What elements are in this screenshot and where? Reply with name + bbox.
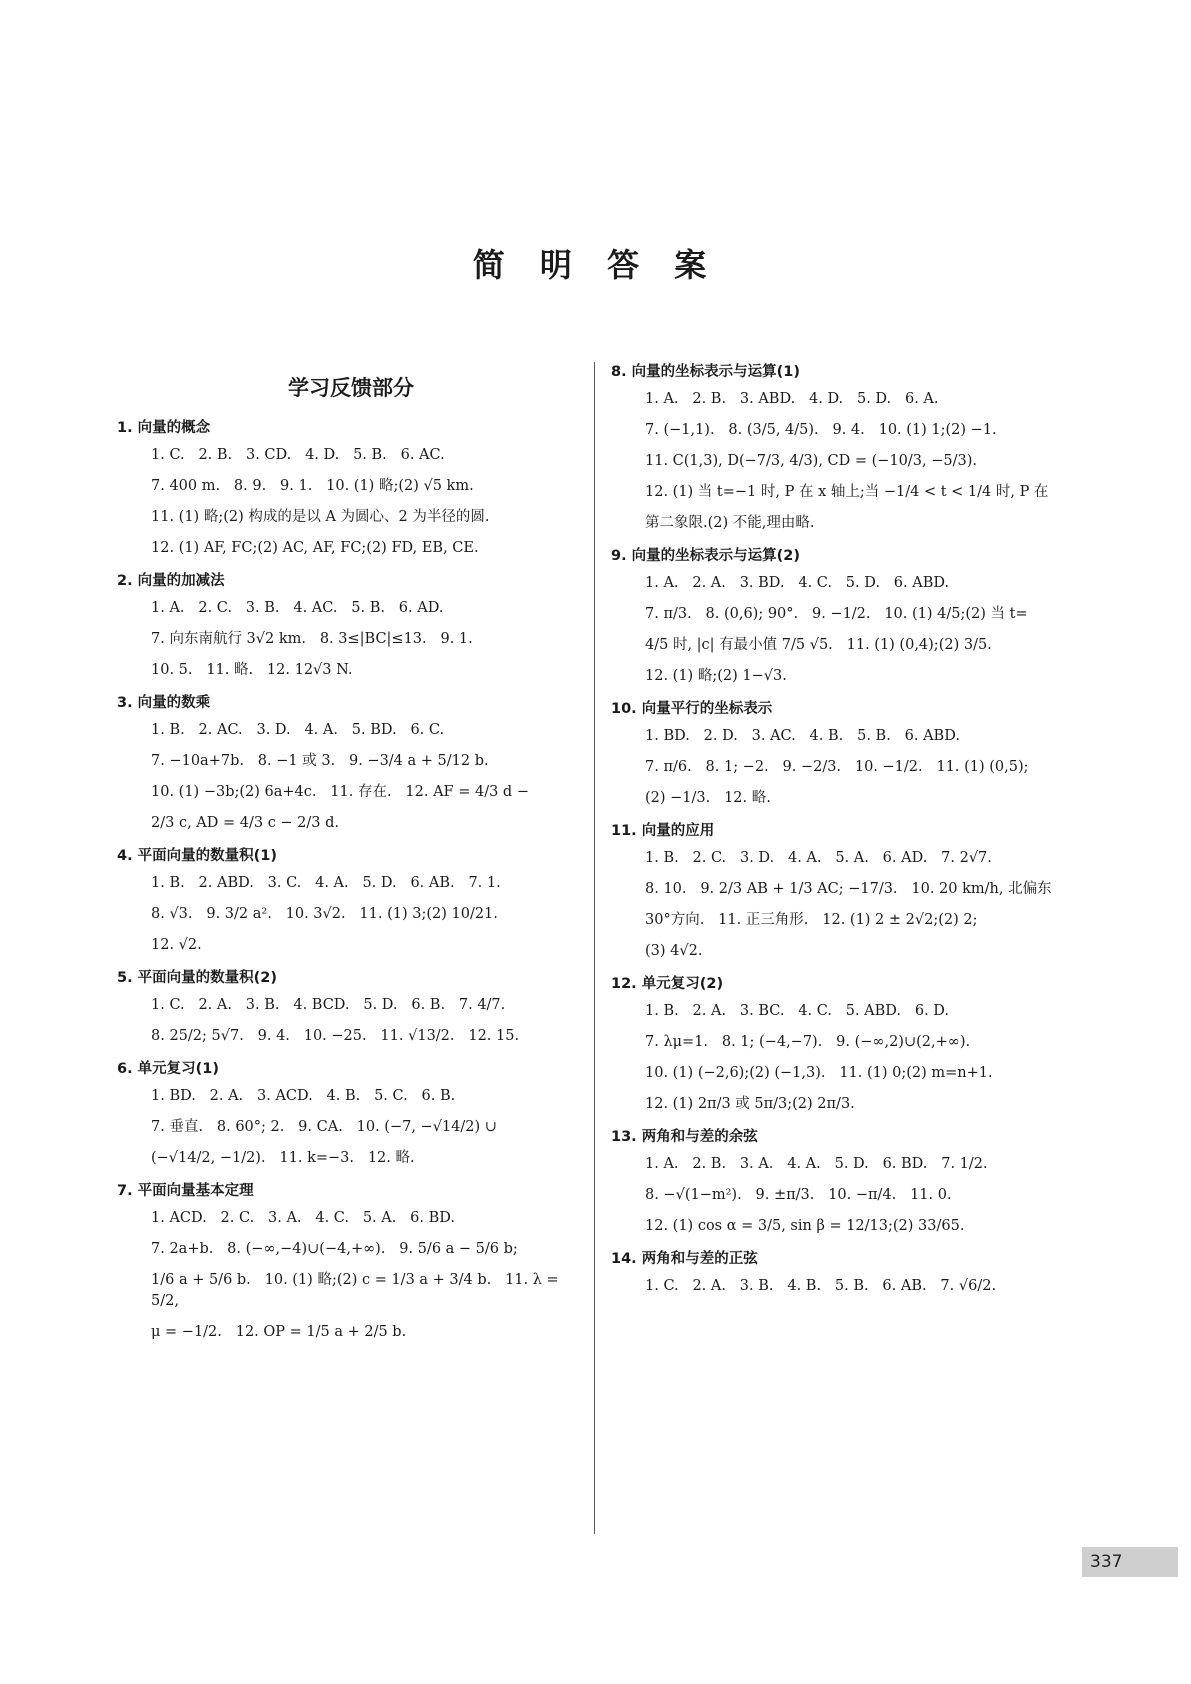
answer-line: 1. C. 2. A. 3. B. 4. BCD. 5. D. 6. B. 7. 4/7. — [151, 997, 506, 1013]
answer-line: 1. B. 2. AC. 3. D. 4. A. 5. BD. 6. C. — [151, 722, 445, 738]
answer-line: 7. (−1,1). 8. (3/5, 4/5). 9. 4. 10. (1) 1;(2) −1. — [645, 422, 997, 438]
section-heading: 6. 单元复习(1) — [117, 1061, 219, 1077]
section-heading: 9. 向量的坐标表示与运算(2) — [611, 548, 800, 564]
answer-section — [611, 972, 1079, 1115]
answer-section — [611, 819, 1079, 962]
section-heading: 13. 两角和与差的余弦 — [611, 1129, 758, 1145]
answer-line: 12. √2. — [151, 937, 202, 953]
answer-line: (3) 4√2. — [645, 943, 703, 959]
answer-line: 1. A. 2. C. 3. B. 4. AC. 5. B. 6. AD. — [151, 600, 444, 616]
answer-line: 7. π/6. 8. 1; −2. 9. −2/3. 10. −1/2. 11. (1) (0,5); — [645, 759, 1029, 775]
answer-section — [117, 691, 585, 834]
answer-line: 11. C(1,3), D(−7/3, 4/3), CD = (−10/3, −5/3). — [645, 453, 977, 469]
answer-line: 30°方向. 11. 正三角形. 12. (1) 2 ± 2√2;(2) 2; — [645, 912, 978, 928]
section-heading: 11. 向量的应用 — [611, 823, 715, 839]
answer-line: 7. 400 m. 8. 9. 9. 1. 10. (1) 略;(2) √5 km. — [151, 478, 474, 494]
answer-line: 12. (1) 略;(2) 1−√3. — [645, 668, 787, 684]
page-number: 337 — [1082, 1547, 1178, 1577]
answer-section — [117, 1179, 585, 1343]
answer-line: μ = −1/2. 12. OP = 1/5 a + 2/5 b. — [151, 1324, 407, 1340]
answer-line: 12. (1) cos α = 3/5, sin β = 12/13;(2) 33/65. — [645, 1218, 965, 1234]
section-heading: 10. 向量平行的坐标表示 — [611, 701, 773, 717]
answer-line: 8. √3. 9. 3/2 a². 10. 3√2. 11. (1) 3;(2) 10/21. — [151, 906, 498, 922]
right-sections — [611, 360, 1079, 1297]
answer-line: 1. B. 2. A. 3. BC. 4. C. 5. ABD. 6. D. — [645, 1003, 950, 1019]
answer-line: 4/5 时, |c| 有最小值 7/5 √5. 11. (1) (0,4);(2) 3/5. — [645, 637, 992, 653]
answer-line: 7. 垂直. 8. 60°; 2. 9. CA. 10. (−7, −√14/2) ∪ — [151, 1119, 497, 1135]
section-heading: 4. 平面向量的数量积(1) — [117, 848, 277, 864]
answer-line: 7. 向东南航行 3√2 km. 8. 3≤|BC|≤13. 9. 1. — [151, 631, 473, 647]
answer-line: 7. λμ=1. 8. 1; (−4,−7). 9. (−∞,2)∪(2,+∞). — [645, 1034, 971, 1050]
section-heading: 14. 两角和与差的正弦 — [611, 1251, 758, 1267]
section-heading: 5. 平面向量的数量积(2) — [117, 970, 277, 986]
answer-line: 7. −10a+7b. 8. −1 或 3. 9. −3/4 a + 5/12 b. — [151, 753, 489, 769]
answer-line: 1. BD. 2. D. 3. AC. 4. B. 5. B. 6. ABD. — [645, 728, 960, 744]
page-title: 简 明 答 案 — [472, 246, 719, 284]
left-column — [117, 360, 585, 1353]
answer-line: 1. B. 2. C. 3. D. 4. A. 5. A. 6. AD. 7. 2√7. — [645, 850, 992, 866]
answer-line: 1/6 a + 5/6 b. 10. (1) 略;(2) c = 1/3 a + 3/4 b. 11. λ = 5/2, — [151, 1272, 564, 1309]
answer-section — [117, 416, 585, 559]
answer-section — [611, 360, 1079, 534]
answer-line: 1. B. 2. ABD. 3. C. 4. A. 5. D. 6. AB. 7. 1. — [151, 875, 501, 891]
answer-line: 1. ACD. 2. C. 3. A. 4. C. 5. A. 6. BD. — [151, 1210, 455, 1226]
answer-line: 2/3 c, AD = 4/3 c − 2/3 d. — [151, 815, 340, 831]
answer-section — [611, 1125, 1079, 1237]
section-heading: 8. 向量的坐标表示与运算(1) — [611, 364, 800, 380]
column-divider — [594, 362, 595, 1534]
answer-line: 1. A. 2. B. 3. ABD. 4. D. 5. D. 6. A. — [645, 391, 939, 407]
answer-line: 1. C. 2. B. 3. CD. 4. D. 5. B. 6. AC. — [151, 447, 445, 463]
answer-line: 8. 25/2; 5√7. 9. 4. 10. −25. 11. √13/2. 12. 15. — [151, 1028, 520, 1044]
answer-line: 12. (1) AF, FC;(2) AC, AF, FC;(2) FD, EB, CE. — [151, 540, 479, 556]
answer-line: 7. π/3. 8. (0,6); 90°. 9. −1/2. 10. (1) 4/5;(2) 当 t= — [645, 606, 1028, 622]
answer-section — [117, 1057, 585, 1169]
answer-section — [611, 544, 1079, 687]
answer-line: 12. (1) 当 t=−1 时, P 在 x 轴上;当 −1/4 < t < 1/4 时, P 在 — [645, 484, 1049, 500]
left-sections — [117, 416, 585, 1343]
answer-section — [611, 1247, 1079, 1297]
answer-line: 8. 10. 9. 2/3 AB + 1/3 AC; −17/3. 10. 20 km/h, 北偏东 — [645, 881, 1052, 897]
right-column — [611, 360, 1079, 1307]
section-heading: 12. 单元复习(2) — [611, 976, 724, 992]
answer-section — [117, 844, 585, 956]
answer-line: 11. (1) 略;(2) 构成的是以 A 为圆心、2 为半径的圆. — [151, 509, 490, 525]
answer-line: 第二象限.(2) 不能,理由略. — [645, 515, 815, 531]
answer-section — [117, 569, 585, 681]
answer-line: 1. BD. 2. A. 3. ACD. 4. B. 5. C. 6. B. — [151, 1088, 456, 1104]
part-title: 学习反馈部分 — [288, 376, 414, 400]
section-heading: 2. 向量的加减法 — [117, 573, 225, 589]
answer-line: 8. −√(1−m²). 9. ±π/3. 10. −π/4. 11. 0. — [645, 1187, 952, 1203]
answer-line: (2) −1/3. 12. 略. — [645, 790, 771, 806]
answer-section — [117, 966, 585, 1047]
section-heading: 1. 向量的概念 — [117, 420, 211, 436]
answer-line: 10. 5. 11. 略. 12. 12√3 N. — [151, 662, 353, 678]
section-heading: 3. 向量的数乘 — [117, 695, 211, 711]
answer-line: 1. A. 2. B. 3. A. 4. A. 5. D. 6. BD. 7. 1/2. — [645, 1156, 988, 1172]
answer-line: 1. A. 2. A. 3. BD. 4. C. 5. D. 6. ABD. — [645, 575, 950, 591]
answer-line: 12. (1) 2π/3 或 5π/3;(2) 2π/3. — [645, 1096, 855, 1112]
answer-section — [611, 697, 1079, 809]
answer-line: 1. C. 2. A. 3. B. 4. B. 5. B. 6. AB. 7. √6/2. — [645, 1278, 997, 1294]
answer-line: 10. (1) −3b;(2) 6a+4c. 11. 存在. 12. AF = 4/3 d − — [151, 784, 529, 800]
section-heading: 7. 平面向量基本定理 — [117, 1183, 254, 1199]
answer-line: (−√14/2, −1/2). 11. k=−3. 12. 略. — [151, 1150, 415, 1166]
answer-line: 7. 2a+b. 8. (−∞,−4)∪(−4,+∞). 9. 5/6 a − 5/6 b; — [151, 1241, 518, 1257]
answer-line: 10. (1) (−2,6);(2) (−1,3). 11. (1) 0;(2) m=n+1. — [645, 1065, 993, 1081]
